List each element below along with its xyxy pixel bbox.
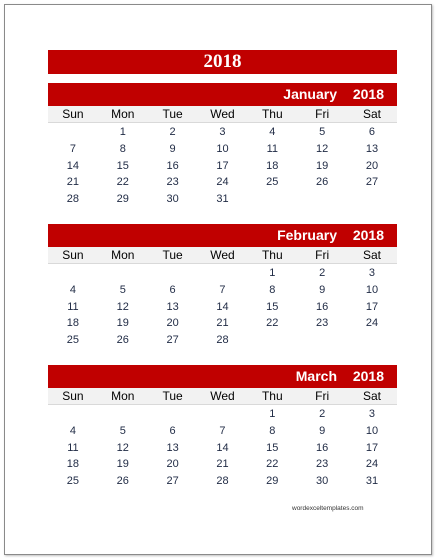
day-cell: 27 <box>166 475 179 488</box>
day-cell: 13 <box>166 441 179 454</box>
day-cell: 22 <box>116 176 129 189</box>
weekday-mon: Mon <box>111 248 135 262</box>
month-header <box>48 224 397 247</box>
month-header <box>48 83 397 106</box>
weekday-thu: Thu <box>261 107 283 121</box>
blank-cell <box>98 265 148 282</box>
day-cell: 17 <box>216 159 229 172</box>
month-march <box>48 365 397 490</box>
day-cell: 23 <box>316 458 329 471</box>
day-cell: 31 <box>365 475 379 488</box>
weekday-sat: Sat <box>362 107 381 121</box>
day-cell: 18 <box>266 159 279 172</box>
weekday-sat: Sat <box>362 389 381 403</box>
footer-website: wordexceltemplates.com <box>292 505 364 512</box>
year-title: 2018 <box>48 50 397 74</box>
day-cell: 30 <box>316 475 329 488</box>
weekday-fri: Fri <box>315 107 330 121</box>
day-cell: 15 <box>116 159 129 172</box>
weekday-tue: Tue <box>162 107 183 121</box>
day-cell: 4 <box>269 126 276 138</box>
day-cell: 3 <box>368 267 376 279</box>
weekday-fri: Fri <box>315 248 330 262</box>
day-cell: 14 <box>216 441 229 454</box>
blank-cell <box>48 124 98 141</box>
day-cell: 29 <box>116 193 129 206</box>
day-cell: 27 <box>166 334 179 347</box>
day-cell: 15 <box>266 441 279 454</box>
day-cell: 21 <box>66 176 80 189</box>
blank-cell <box>48 406 98 423</box>
day-cell: 10 <box>365 283 379 296</box>
day-cell: 26 <box>316 176 329 189</box>
day-cell: 25 <box>66 334 80 347</box>
day-cell: 2 <box>319 408 326 420</box>
day-cell: 31 <box>216 193 229 206</box>
weekday-wed: Wed <box>210 107 235 121</box>
day-cell: 16 <box>316 441 329 454</box>
blank-cell <box>198 406 248 423</box>
day-cell: 9 <box>169 142 176 155</box>
day-cell: 26 <box>116 475 129 488</box>
month-january <box>48 83 397 208</box>
day-cell: 6 <box>169 424 176 437</box>
day-cell: 21 <box>216 458 229 471</box>
weekday-thu: Thu <box>261 389 283 403</box>
day-cell: 23 <box>316 317 329 330</box>
day-cell: 28 <box>216 334 229 347</box>
day-cell: 26 <box>116 334 129 347</box>
day-cell: 6 <box>368 126 376 138</box>
day-cell: 21 <box>216 317 229 330</box>
day-cell: 30 <box>166 193 179 206</box>
day-cell: 2 <box>169 126 176 138</box>
day-cell: 11 <box>67 441 79 454</box>
day-cell: 1 <box>269 408 276 420</box>
month-name: February <box>277 227 337 243</box>
day-cell: 12 <box>116 441 129 454</box>
blank-cell <box>98 406 148 423</box>
day-cell: 20 <box>166 317 179 330</box>
day-cell: 10 <box>216 142 229 155</box>
day-cell: 20 <box>365 159 379 172</box>
day-cell: 1 <box>269 267 276 279</box>
blank-cell <box>148 406 198 423</box>
day-cell: 9 <box>319 424 326 437</box>
month-february <box>48 224 397 349</box>
weekday-row <box>48 106 397 123</box>
month-header <box>48 365 397 388</box>
weekday-wed: Wed <box>210 248 235 262</box>
day-cell: 15 <box>266 300 279 313</box>
day-cell: 4 <box>69 283 76 296</box>
day-cell: 14 <box>66 159 80 172</box>
day-cell: 27 <box>365 176 379 189</box>
month-name: January <box>283 86 337 102</box>
day-cell: 6 <box>169 283 176 296</box>
weekday-thu: Thu <box>261 248 283 262</box>
day-cell: 24 <box>365 317 379 330</box>
day-cell: 9 <box>319 283 326 296</box>
day-cell: 16 <box>166 159 179 172</box>
day-cell: 28 <box>66 193 80 206</box>
day-cell: 12 <box>116 300 129 313</box>
day-cell: 28 <box>216 475 229 488</box>
day-cell: 29 <box>266 475 279 488</box>
day-cell: 7 <box>69 142 76 155</box>
day-cell: 7 <box>219 283 226 296</box>
day-cell: 17 <box>365 300 379 313</box>
day-cell: 25 <box>66 475 80 488</box>
day-cell: 7 <box>219 424 226 437</box>
weekday-row <box>48 388 397 405</box>
weekday-tue: Tue <box>162 248 183 262</box>
weekday-sun: Sun <box>62 389 84 403</box>
day-cell: 8 <box>269 424 276 437</box>
weekday-sun: Sun <box>62 248 84 262</box>
day-cell: 3 <box>219 126 226 138</box>
weekday-sat: Sat <box>362 248 381 262</box>
day-cell: 5 <box>119 283 126 296</box>
day-cell: 3 <box>368 408 376 420</box>
weekday-row <box>48 247 397 264</box>
weekday-mon: Mon <box>111 107 135 121</box>
month-year: 2018 <box>352 86 384 102</box>
day-grid <box>48 264 397 349</box>
day-cell: 13 <box>365 142 379 155</box>
day-cell: 10 <box>365 424 379 437</box>
day-cell: 5 <box>119 424 126 437</box>
blank-cell <box>48 265 98 282</box>
day-cell: 16 <box>316 300 329 313</box>
day-cell: 17 <box>365 441 379 454</box>
day-cell: 24 <box>365 458 379 471</box>
weekday-sun: Sun <box>62 107 84 121</box>
month-year: 2018 <box>352 227 384 243</box>
weekday-mon: Mon <box>111 389 135 403</box>
day-cell: 18 <box>66 458 80 471</box>
day-cell: 20 <box>166 458 179 471</box>
day-cell: 14 <box>216 300 229 313</box>
weekday-fri: Fri <box>315 389 330 403</box>
blank-cell <box>148 265 198 282</box>
weekday-wed: Wed <box>210 389 235 403</box>
day-cell: 13 <box>166 300 179 313</box>
day-cell: 23 <box>166 176 179 189</box>
day-cell: 22 <box>266 317 279 330</box>
day-cell: 22 <box>266 458 279 471</box>
day-cell: 19 <box>316 159 329 172</box>
day-grid <box>48 123 397 208</box>
day-cell: 2 <box>319 267 326 279</box>
day-cell: 11 <box>67 300 79 313</box>
day-cell: 11 <box>266 142 278 155</box>
day-cell: 18 <box>66 317 80 330</box>
month-name: March <box>295 368 337 384</box>
day-cell: 24 <box>216 176 229 189</box>
day-cell: 19 <box>116 317 129 330</box>
day-cell: 8 <box>119 142 126 155</box>
day-cell: 1 <box>119 126 126 138</box>
month-year: 2018 <box>352 368 384 384</box>
day-cell: 8 <box>269 283 276 296</box>
day-cell: 25 <box>266 176 279 189</box>
day-grid <box>48 405 397 490</box>
blank-cell <box>198 265 248 282</box>
calendar-page <box>4 4 432 555</box>
day-cell: 12 <box>316 142 329 155</box>
day-cell: 19 <box>116 458 129 471</box>
day-cell: 5 <box>319 126 326 138</box>
day-cell: 4 <box>69 424 76 437</box>
weekday-tue: Tue <box>162 389 183 403</box>
